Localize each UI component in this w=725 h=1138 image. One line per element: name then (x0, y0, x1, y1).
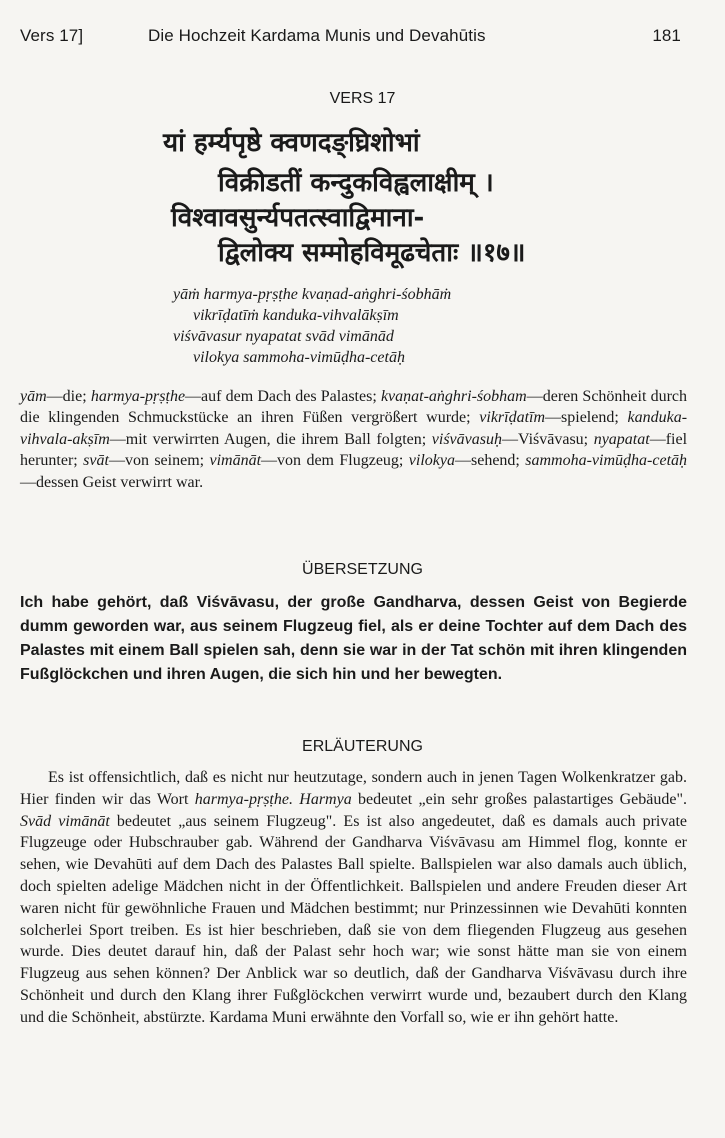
synonym-meaning: spielend; (561, 409, 628, 427)
transliteration-line: vilokya sammoha-vimūḍha-cetāḥ (193, 349, 405, 366)
synonym-term: kanduka-vihvala-akṣīm (20, 409, 688, 448)
translation-heading: ÜBERSETZUNG (302, 561, 423, 578)
devanagari-line-3: विश्वावसुर्न्यपतत्स्वाद्विमाना- (171, 203, 425, 233)
purport-segment: bedeutet „ein sehr großes palastartiges Gebäude". (351, 790, 687, 808)
synonym-term: vikrīḍatīm (479, 409, 546, 427)
synonym-term: sammoha-vimūḍha-cetāḥ (525, 452, 688, 470)
header-chapter-title: Die Hochzeit Kardama Munis und Devahūtis (148, 26, 486, 45)
synonym-term: svāt (83, 452, 109, 470)
synonym-meaning: fiel herunter; (20, 430, 688, 470)
devanagari-line-4: द्विलोक्य सम्मोहविमूढचेताः ॥१७॥ (218, 238, 526, 268)
purport-segment: bedeutet „aus seinem Flugzeug". Es ist also angedeutet, daß es damals auch private Flugzeuge oder Hubschrauber gab. Während der Gandharva Viśvāvasu am Himmel flog, konnte er sehen, wie Devahūti auf dem Dach des Palastes Ball spielte. Ballspielen war also damals auch üblich, doch spielten adelige Mädchen nicht in der Öffentlichkeit. Ballspielen und andere Freuden dieser Art waren nicht für gewöhnliche Frauen und Mädchen bestimmt; nur Prinzessinnen wie Devahūti konnten solcherlei Sport treiben. Es ist hier beschrieben, daß sie von dem fliegenden Flugzeug aus gesehen wurde. Dies deutet darauf hin, daß der Palast sehr hoch war; wie sonst hätte man sie von einem Flugzeug aus sehen können? Der Anblick war so deutlich, daß der Gandharva Viśvāvasu durch ihre Schönheit und durch den Klang ihrer Fußglöckchen verwirrt wurde und, bezaubert durch den Klang und die Schönheit, abstürzte. Kardama Muni erwähnte den Vorfall so, wie er ihn gehört hatte. (20, 812, 687, 1026)
purport-heading: ERLÄUTERUNG (302, 738, 423, 755)
transliteration-line: viśvāvasur nyapatat svād vimānād (173, 328, 394, 345)
synonym-term: vilokya (408, 452, 455, 470)
synonym-term: kvaṇat-aṅghri-śobham (380, 388, 527, 405)
synonym-meaning: deren Schönheit durch die klingenden Schmuckstücke an ihren Füßen vergrößert wurde; (20, 388, 688, 427)
synonym-meaning: auf dem Dach des Palastes; (201, 388, 381, 405)
synonym-term: viśvāvasuḥ (431, 430, 502, 448)
synonym-meaning: Viśvāvasu; (517, 430, 594, 448)
devanagari-line-1: यां हर्म्यपृष्ठे क्वणदङ्घ्रिशोभां (163, 128, 420, 158)
translation-text: Ich habe gehört, daß Viśvāvasu, der große Gandharva, dessen Geist von Begierde dumm geworden war, aus seinem Flugzeug fiel, als er deine Tochter auf dem Dach des Palastes mit einem Ball spielen sah, denn sie war in der Tat schön mit ihren klingenden Fußglöckchen und ihren Augen, die sich hin und her bewegten. (20, 594, 687, 683)
synonym-meaning: dessen Geist verwirrt war. (36, 473, 204, 491)
purport-term: Svād vimānāt (20, 812, 110, 830)
synonym-meaning: die; (62, 388, 91, 405)
verse-heading: VERS 17 (329, 90, 396, 107)
synonym-term: harmya-pṛṣṭhe (90, 388, 186, 405)
synonym-term: nyapatat (593, 430, 650, 448)
header-verse-ref: Vers 17] (20, 26, 84, 45)
synonym-meaning: von seinem; (124, 452, 210, 470)
transliteration-line: yāṁ harmya-pṛṣṭhe kvaṇad-aṅghri-śobhāṁ (173, 286, 452, 303)
synonym-term: yām (20, 388, 47, 405)
synonym-meaning: von dem Flugzeug; (277, 452, 409, 470)
transliteration-line: vikrīḍatīṁ kanduka-vihvalākṣīm (193, 307, 399, 324)
transliteration (173, 284, 451, 368)
purport-segment: Es ist offensichtlich, daß es nicht nur heutzutage, sondern auch in jenen Tagen Wolkenkratzer gab. Hier finden wir das Wort (20, 769, 687, 808)
purport-paragraph (20, 767, 687, 1029)
purport-term: harmya-pṛṣṭhe. Harmya (194, 790, 352, 808)
devanagari-line-2: विक्रीडतीं कन्दुकविह्वलाक्षीम् । (218, 168, 494, 198)
synonym-term: vimānāt (209, 452, 262, 470)
word-for-word-synonyms: yām—die; harmya-pṛṣṭhe—auf dem Dach des Palastes; kvaṇat-aṅghri-śobham—deren Schönheit durch die klingenden Schmuckstücke an ihren Füßen vergrößert wurde; vikrīḍatīm—spielend; kanduka-vihvala-akṣīm—mit verwirrten Augen, die ihrem Ball folgten; viśvāvasuḥ—Viśvāvasu; nyapatat—fiel herunter; svāt—von seinem; vimānāt—von dem Flugzeug; vilokya—sehend; sammoha-vimūḍha-cetāḥ—dessen Geist verwirrt war. (20, 388, 688, 491)
page-number: 181 (652, 26, 681, 45)
purport-text (20, 767, 687, 1029)
synonym-meaning: mit verwirrten Augen, die ihrem Ball folgten; (125, 430, 432, 448)
synonym-meaning: sehend; (470, 452, 526, 470)
